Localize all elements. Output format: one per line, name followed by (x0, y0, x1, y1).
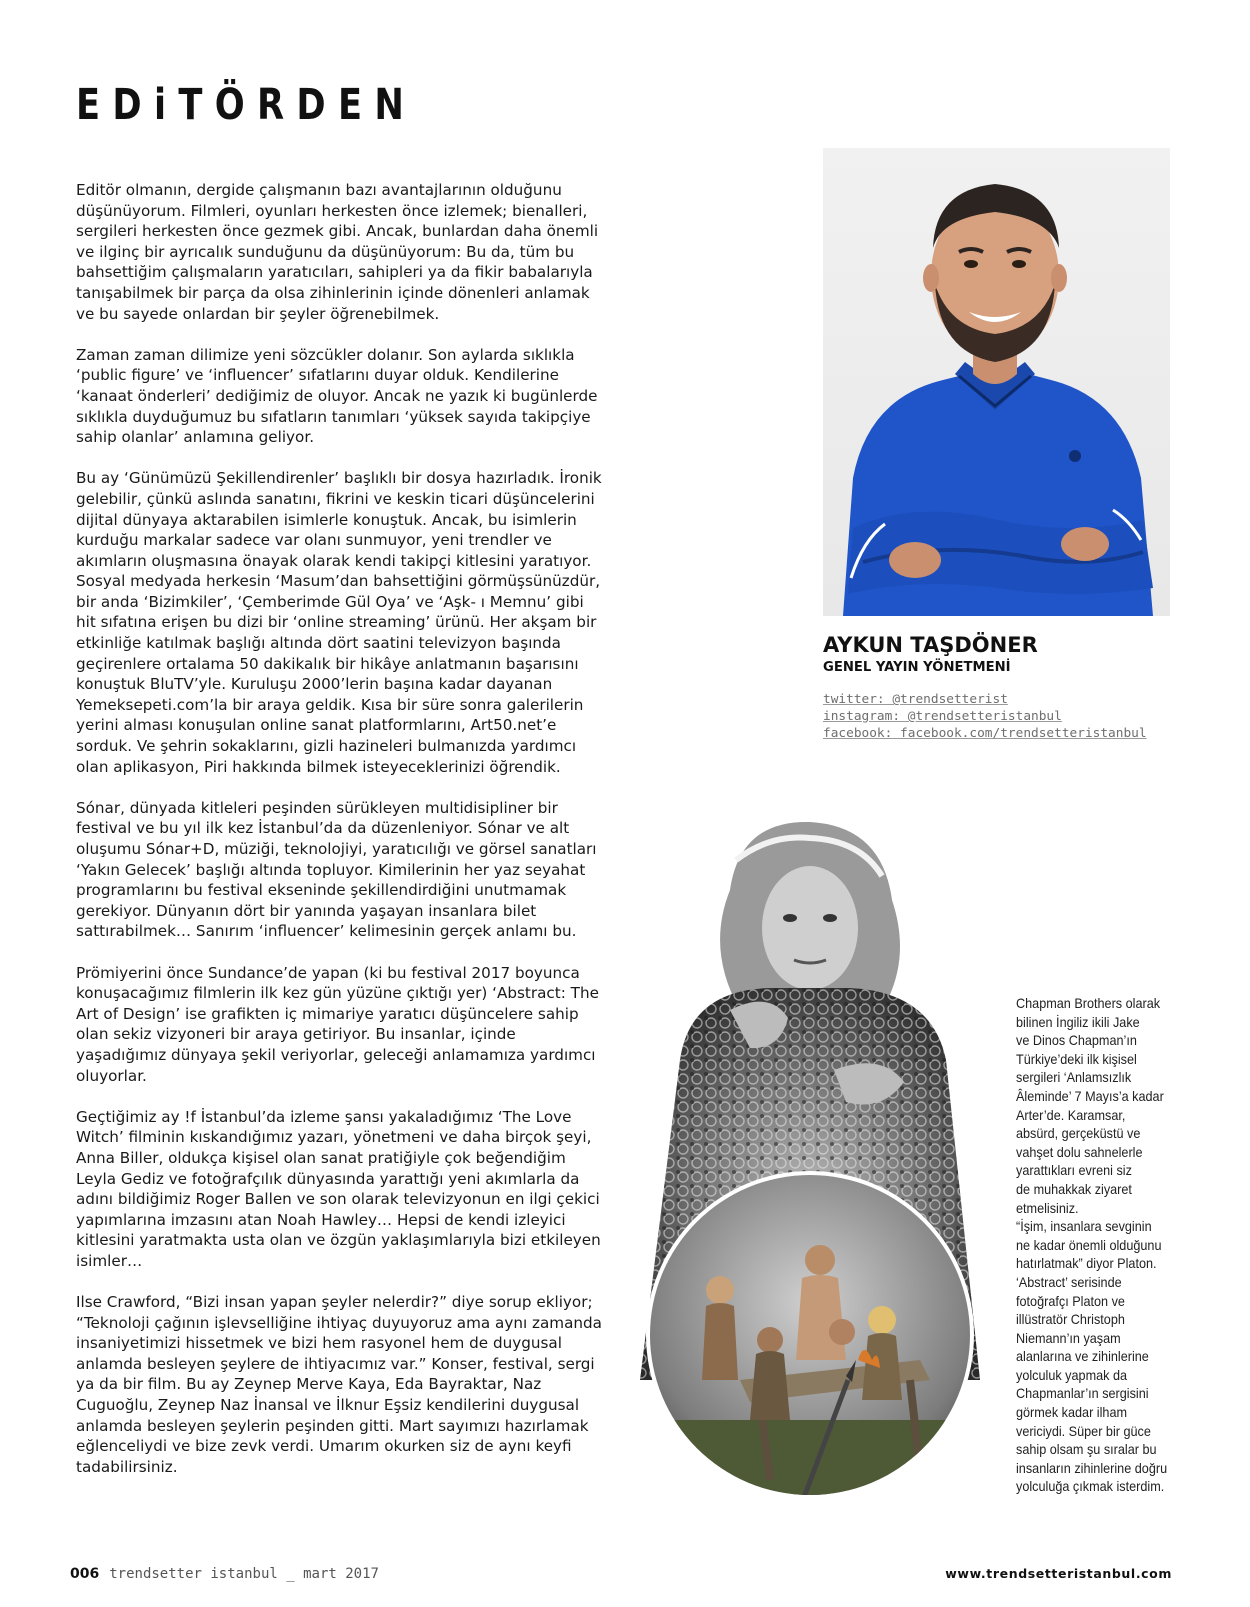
paragraph: Bu ay ‘Günümüzü Şekillendirenler’ başlıklı bir dosya hazırladık. İronik gelebilir, çünkü aslında sanatını, fikrini ve keskin ticari düşüncelerini dijital dünyaya aktarabilen isimlerle konuştuk. Ancak, bu isimlerin kurduğu markalar sadece var olanı sunmuyor, yeni trendler ve akımların oluşmasına önayak olarak kendi takipçi kitlesini yaratıyor. Sosyal medyada herkesin ‘Masum’dan bahsettiğini görmüşsünüzdür, bir anda ‘Bizimkiler’, ‘Çemberimde Gül Oya’ ve ‘Aşk- ı Memnu’ gibi hit sıfatına erişen bu dizi bir ‘online streaming’ ürünü. Her akşam bir etkinliğe katılmak başlığı altında dört saatini televizyon başında geçirenlere ortalama 50 dakikalık bir hikâye anlatmanın başarısını konuştuk BluTV’yle. Kuruluşu 2000’lerin başına kadar dayanan Yemeksepeti.com’la bir araya geldik. Kısa bir süre sonra galerilerin yerini alması konuşulan online sanat platformlarını, Art50.net’e sorduk. Ve şehrin sokaklarını, gizli hazineleri bulmanızda yardımcı olan aplikasyon, Piri hakkında bilmek isteyeceklerinizi öğrendik. (76, 469, 602, 776)
caption-line: Arter’de. Karamsar, (1016, 1107, 1126, 1123)
page-number: 006 (70, 1566, 100, 1582)
caption-line: yolculuğa çıkmak isterdim. (1016, 1479, 1165, 1495)
footer-issue (70, 1566, 379, 1582)
caption-line: de muhakkak ziyaret (1016, 1181, 1132, 1197)
page-title: EDiTÖRDEN (76, 80, 417, 130)
paragraph: Ilse Crawford, “Bizi insan yapan şeyler nelerdir?” diye sorup ekliyor; “Teknoloji çağının işlevselliğine ihtiyaç duyuyoruz ama aynı zamanda insaniyetimizi hissetmek ve bizi hem rasyonel hem de duygusal anlamda besleyen şeylere de ihtiyacımız var.” Konser, festival, sergi ya da bir film. Bu ay Zeynep Merve Kaya, Eda Bayraktar, Naz Cuguoğlu, Zeynep Naz İnansal ve İlknur Eşsiz kendilerini duygusal anlamda besleyen şeylerin peşinden gitti. Mart sayımızı hazırlamak eğlenceliydi ve bize zevk verdi. Umarım okurken siz de aynı keyfi tadabilirsiniz. (76, 1293, 602, 1476)
instagram-link[interactable]: instagram: @trendsetteristanbul (823, 709, 1062, 724)
caption-line: “İşim, insanlara sevginin (1016, 1219, 1152, 1235)
paragraph: Editör olmanın, dergide çalışmanın bazı avantajlarının olduğunu düşünüyorum. Filmleri, oyunları herkesten önce izlemek; bienalleri, sergileri herkesten önce gezmek gibi. Ancak, bunlardan daha önemli ve ilginç bir ayrıcalık sunduğunu da düşünüyorum: Bu da, tüm bu bahsettiğim çalışmaların yaratıcıları, sahipleri ya da fikir babalarıyla tanışabilmek bir parça da olsa zihinlerinin içinde dönenleri anlamak ve bu sayede onlardan bir şeyler öğrenebilmek. (76, 181, 599, 323)
caption-line: vericiydi. Süper bir güce (1016, 1423, 1151, 1439)
paragraph: Zaman zaman dilimize yeni sözcükler dolanır. Son aylarda sıklıkla ‘public figure’ ve ‘influencer’ sıfatlarını duyar olduk. Kendilerine ‘kanaat önderleri’ dediğimiz de oluyor. Ancak ne yazık ki bugünlerde sıklıkla duyduğumuz bu sıfatların tanımları ‘yüksek sayıda takipçiye sahip olanlar’ anlamına geliyor. (76, 345, 598, 447)
issue-label: trendsetter istanbul _ mart 2017 (109, 1566, 379, 1582)
website-link[interactable]: www.trendsetteristanbul.com (945, 1566, 1172, 1581)
caption-line: ne kadar önemli olduğunu (1016, 1237, 1162, 1253)
caption-line: ‘Abstract’ serisinde (1016, 1274, 1122, 1290)
art-images (620, 820, 1000, 1510)
editorial-body (76, 180, 606, 1498)
caption-line: vahşet dolu sahnelerle (1016, 1144, 1143, 1160)
caption-line: fotoğrafçı Platon ve (1016, 1293, 1125, 1309)
caption-line: alanlarına ve zihinlerine (1016, 1349, 1149, 1365)
author-role: GENEL YAYIN YÖNETMENİ (823, 660, 1011, 675)
caption-line: illüstratör Christoph (1016, 1312, 1125, 1328)
caption-line: sergileri ‘Anlamsızlık (1016, 1070, 1132, 1086)
caption-line: ve Dinos Chapman’ın (1016, 1033, 1137, 1049)
paragraph: Sónar, dünyada kitleleri peşinden sürükleyen multidisipliner bir festival ve bu yıl ilk kez İstanbul’da da düzenleniyor. Sónar ve alt oluşumu Sónar+D, müziği, teknolojiyi, yaratıcılığı ve görsel sanatları ‘Yakın Gelecek’ başlığı altında topluyor. Kimilerinin her yaz seyahat programlarını bu festival ekseninde şekillendirdiğini unutmamak gerekiyor. Dünyanın dört bir yanında yaşayan insanlara bilet sattırabilmek… Sanırım ‘influencer’ kelimesinin gerçek anlamı bu. (76, 798, 597, 941)
caption-line: yarattıkları evreni siz (1016, 1163, 1132, 1179)
caption-line: Âleminde’ 7 Mayıs’a kadar (1016, 1088, 1164, 1104)
paragraph: Geçtiğimiz ay !f İstanbul’da izleme şansı yakaladığımız ‘The Love Witch’ filminin kıskandığımız yazarı, yönetmeni ve daha birçok şeyi, Anna Biller, oldukça kişisel olan sanat pratiğiyle çok beğendiğim Leyla Gediz ve fotoğrafçılık dünyasında yarattığı yeni akımlarla da adını bildiğimiz Roger Ballen ve son olarak televizyonun en ilgi çekici yapımlarına imzasını atan Noah Hawley… Hepsi de kendi izleyici kitlesini yaratmakta usta olan ve özgün yaklaşımlarıyla bizi etkileyen isimler… (76, 1107, 601, 1270)
caption-line: insanların zihinlerine doğru (1016, 1460, 1168, 1476)
facebook-link[interactable]: facebook: facebook.com/trendsetteristanbul (823, 726, 1147, 741)
caption-line: Chapmanlar’ın sergisini (1016, 1386, 1149, 1402)
caption-line: yolculuk yapmak da (1016, 1367, 1128, 1383)
social-links (823, 691, 1147, 742)
caption-line: hatırlatmak” diyor Platon. (1016, 1256, 1157, 1272)
twitter-link[interactable]: twitter: @trendsetterist (823, 692, 1008, 707)
art-illustration (620, 820, 1000, 1510)
caption-line: görmek kadar ilham (1016, 1405, 1128, 1421)
caption-line: bilinen İngiliz ikili Jake (1016, 1014, 1140, 1030)
caption-line: Niemann’ın yaşam (1016, 1330, 1121, 1346)
author-name: AYKUN TAŞDÖNER (823, 633, 1038, 657)
image-caption (1016, 995, 1179, 1497)
caption-line: sahip olsam şu sıralar bu (1016, 1442, 1157, 1458)
caption-line: etmelisiniz. (1016, 1200, 1079, 1216)
editor-portrait (823, 148, 1170, 616)
caption-line: Chapman Brothers olarak (1016, 996, 1161, 1011)
paragraph: Prömiyerini önce Sundance’de yapan (ki bu festival 2017 boyunca konuşacağımız filmlerin ilk kez gün yüzüne çıktığı yer) ‘Abstract: The Art of Design’ ise grafikten iç mimariye yaratıcı düşüncelere sahip olan sekiz vizyoneri bir araya getiriyor. Bu insanlar, içinde yaşadığımız dünyaya şekil veriyorlar, geleceği anlamamıza yardımcı oluyorlar. (76, 963, 599, 1085)
editor-portrait-illustration (823, 148, 1170, 616)
caption-line: absürd, gerçeküstü ve (1016, 1126, 1141, 1142)
caption-line: Türkiye’deki ilk kişisel (1016, 1051, 1137, 1067)
